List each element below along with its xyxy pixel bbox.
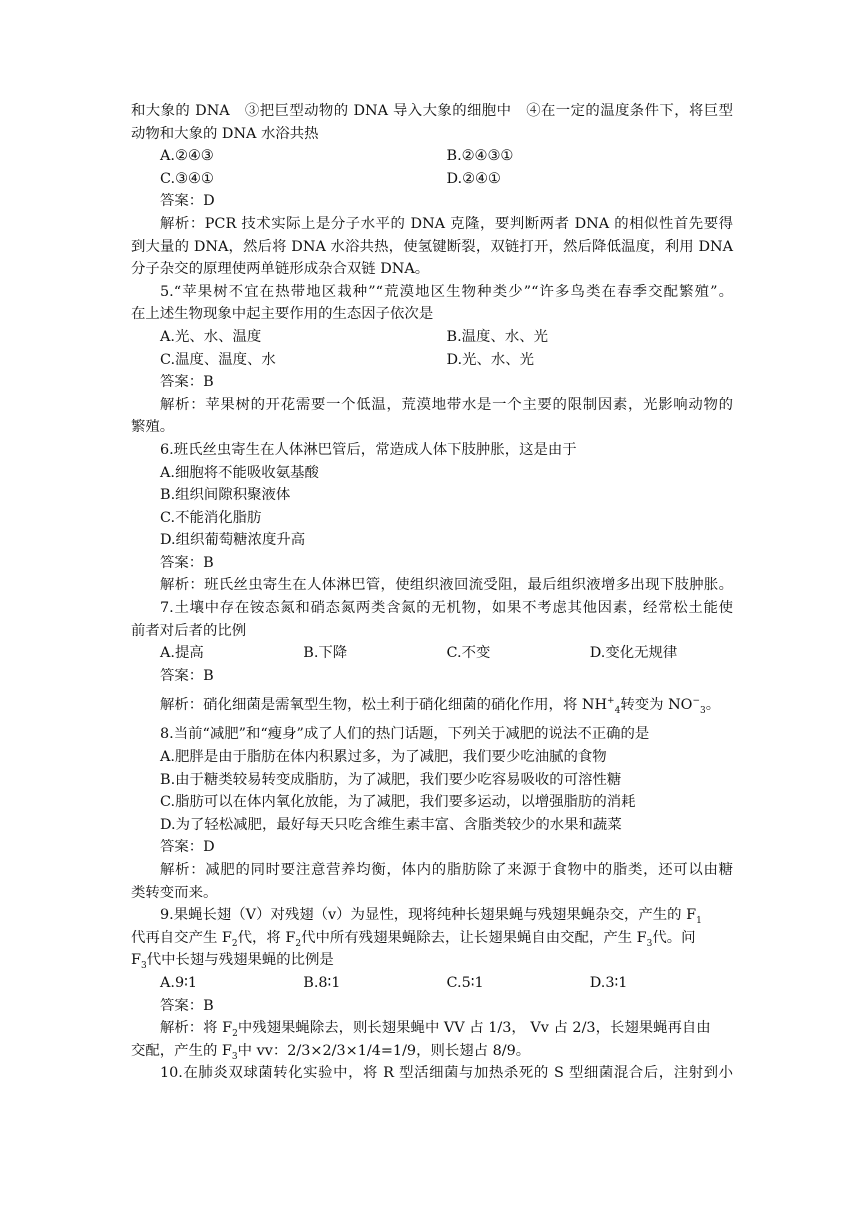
text-fragment: 代。问 bbox=[652, 929, 696, 946]
option-c: C.不能消化脂肪 bbox=[160, 509, 262, 526]
option-c: C.5∶1 bbox=[446, 974, 484, 991]
option-d: D.3∶1 bbox=[589, 974, 628, 991]
explanation-line: 到大量的 DNA，然后将 DNA 水浴共热，使氢键断裂，双链打开，然后降低温度，利用 DNA bbox=[131, 238, 733, 255]
answer: 答案：D bbox=[160, 839, 215, 856]
answer: 答案：B bbox=[160, 554, 214, 571]
option-d: D.为了轻松减肥，最好每天只吃含维生素丰富、含脂类较少的水果和蔬菜 bbox=[160, 816, 622, 833]
text-fragment: 转变为 NO bbox=[620, 697, 693, 714]
option-row bbox=[131, 972, 733, 995]
option-b: B.组织间隙积聚液体 bbox=[160, 487, 291, 504]
subscript: 2 bbox=[295, 938, 302, 949]
superscript: + bbox=[607, 696, 615, 707]
option-d: D.变化无规律 bbox=[589, 645, 678, 662]
option-a: A.9∶1 bbox=[160, 974, 198, 991]
subscript: 3 bbox=[141, 961, 147, 972]
question-stem: 5.“苹果树不宜在热带地区栽种”“荒漠地区生物种类少”“许多鸟类在春季交配繁殖”。 bbox=[160, 283, 733, 300]
option-c: C.脂肪可以在体内氧化放能，为了减肥，我们要多运动，以增强脂肪的消耗 bbox=[160, 794, 636, 811]
text-fragment: 代中所有残翅果蝇除去，让长翅果蝇自由交配，产生 F bbox=[301, 929, 647, 946]
option-a: A.光、水、温度 bbox=[160, 328, 262, 345]
question-stem bbox=[131, 927, 733, 950]
option-row bbox=[131, 168, 733, 191]
question-stem: 8.当前“减肥”和“瘦身”成了人们的热门话题，下列关于减肥的说法不正确的是 bbox=[160, 726, 650, 743]
option-b: B.②④③① bbox=[446, 148, 514, 165]
explanation-line: 分子杂交的原理使两单链形成杂合双链 DNA。 bbox=[131, 261, 430, 278]
text-fragment: 9.果蝇长翅（V）对残翅（v）为显性，现将纯种长翅果蝇与残翅果蝇杂交，产生的 F bbox=[160, 907, 697, 924]
subscript: 1 bbox=[696, 916, 702, 927]
question-stem: 6.班氏丝虫寄生在人体淋巴管后，常造成人体下肢肿胀，这是由于 bbox=[160, 441, 577, 458]
option-row bbox=[131, 642, 733, 665]
question-stem: 7.土壤中存在铵态氮和硝态氮两类含氮的无机物，如果不考虑其他因素，经常松土能使 bbox=[160, 600, 733, 617]
text-fragment: 代中长翅与残翅果蝇的比例是 bbox=[146, 952, 334, 969]
option-a: A.②④③ bbox=[160, 148, 214, 165]
option-d: D.②④① bbox=[446, 170, 501, 187]
text-line: 和大象的 DNA ③把巨型动物的 DNA 导入大象的细胞中 ④在一定的温度条件下，将巨型 bbox=[131, 103, 733, 119]
answer: 答案：B bbox=[160, 997, 214, 1014]
option-c: C.温度、温度、水 bbox=[160, 351, 276, 368]
option-row bbox=[131, 349, 733, 372]
option-a: A.提高 bbox=[160, 645, 204, 662]
explanation-line bbox=[131, 687, 733, 723]
option-row bbox=[131, 145, 733, 168]
explanation-line bbox=[131, 1040, 733, 1063]
explanation-line: 解析：PCR 技术实际上是分子水平的 DNA 克隆，要判断两者 DNA 的相似性首先要得 bbox=[160, 215, 733, 232]
option-d: D.组织葡萄糖浓度升高 bbox=[160, 532, 306, 549]
answer: 答案：B bbox=[160, 667, 214, 684]
option-d: D.光、水、光 bbox=[446, 351, 535, 368]
subscript: 3 bbox=[700, 706, 706, 717]
text-fragment: 解析：将 F bbox=[160, 1020, 233, 1037]
option-b: B.下降 bbox=[303, 645, 348, 662]
explanation-line: 解析：减肥的同时要注意营养均衡，体内的脂肪除了来源于食物中的脂类，还可以由糖 bbox=[160, 862, 733, 878]
option-row bbox=[131, 326, 733, 349]
explanation-line: 解析：班氏丝虫寄生在人体淋巴管，使组织液回流受阻，最后组织液增多出现下肢肿胀。 bbox=[160, 577, 733, 594]
option-a: A.细胞将不能吸收氨基酸 bbox=[160, 464, 319, 481]
option-b: B.由于糖类较易转变成脂肪，为了减肥，我们要少吃容易吸收的可溶性糖 bbox=[160, 771, 622, 788]
question-stem: 在上述生物现象中起主要作用的生态因子依次是 bbox=[131, 306, 434, 323]
answer: 答案：D bbox=[160, 193, 215, 210]
explanation-line: 繁殖。 bbox=[131, 419, 175, 436]
text-fragment: 解析：硝化细菌是需氧型生物，松土利于硝化细菌的硝化作用，将 NH bbox=[160, 697, 608, 714]
superscript: − bbox=[692, 696, 701, 707]
subscript: 3 bbox=[231, 1051, 238, 1062]
question-stem: 前者对后者的比例 bbox=[131, 622, 247, 639]
option-b: B.温度、水、光 bbox=[446, 328, 548, 345]
text-fragment: 中残翅果蝇除去，则长翅果蝇中 VV 占 1/3， Vv 占 2/3，长翅果蝇再自由 bbox=[237, 1020, 711, 1037]
document-page bbox=[131, 100, 733, 1085]
option-b: B.8∶1 bbox=[303, 974, 341, 991]
subscript: 4 bbox=[614, 706, 621, 717]
subscript: 3 bbox=[646, 938, 653, 949]
question-stem bbox=[131, 949, 733, 972]
option-a: A.肥胖是由于脂肪在体内积累过多，为了减肥，我们要少吃油腻的食物 bbox=[160, 749, 607, 766]
text-fragment: F bbox=[131, 952, 141, 969]
text-fragment: 中 vv：2/3×2/3×1/4=1/9，则长翅占 8/9。 bbox=[237, 1042, 531, 1059]
option-c: C.不变 bbox=[446, 645, 491, 662]
answer: 答案：B bbox=[160, 374, 214, 391]
option-c: C.③④① bbox=[160, 170, 214, 187]
question-stem bbox=[131, 904, 733, 927]
text-fragment: 代，将 F bbox=[237, 929, 296, 946]
text-line: 动物和大象的 DNA 水浴共热 bbox=[131, 125, 319, 142]
text-fragment: 代再自交产生 F bbox=[131, 929, 232, 946]
explanation-line: 类转变而来。 bbox=[131, 884, 218, 901]
question-stem: 10.在肺炎双球菌转化实验中，将 R 型活细菌与加热杀死的 S 型细菌混合后，注射到小 bbox=[160, 1065, 733, 1082]
text-fragment: 交配，产生的 F bbox=[131, 1042, 232, 1059]
explanation-line: 解析：苹果树的开花需要一个低温，荒漠地带水是一个主要的限制因素，光影响动物的 bbox=[160, 396, 733, 413]
explanation-line bbox=[131, 1017, 733, 1040]
text-fragment: 。 bbox=[705, 697, 721, 714]
subscript: 2 bbox=[231, 938, 238, 949]
subscript: 2 bbox=[232, 1029, 238, 1040]
